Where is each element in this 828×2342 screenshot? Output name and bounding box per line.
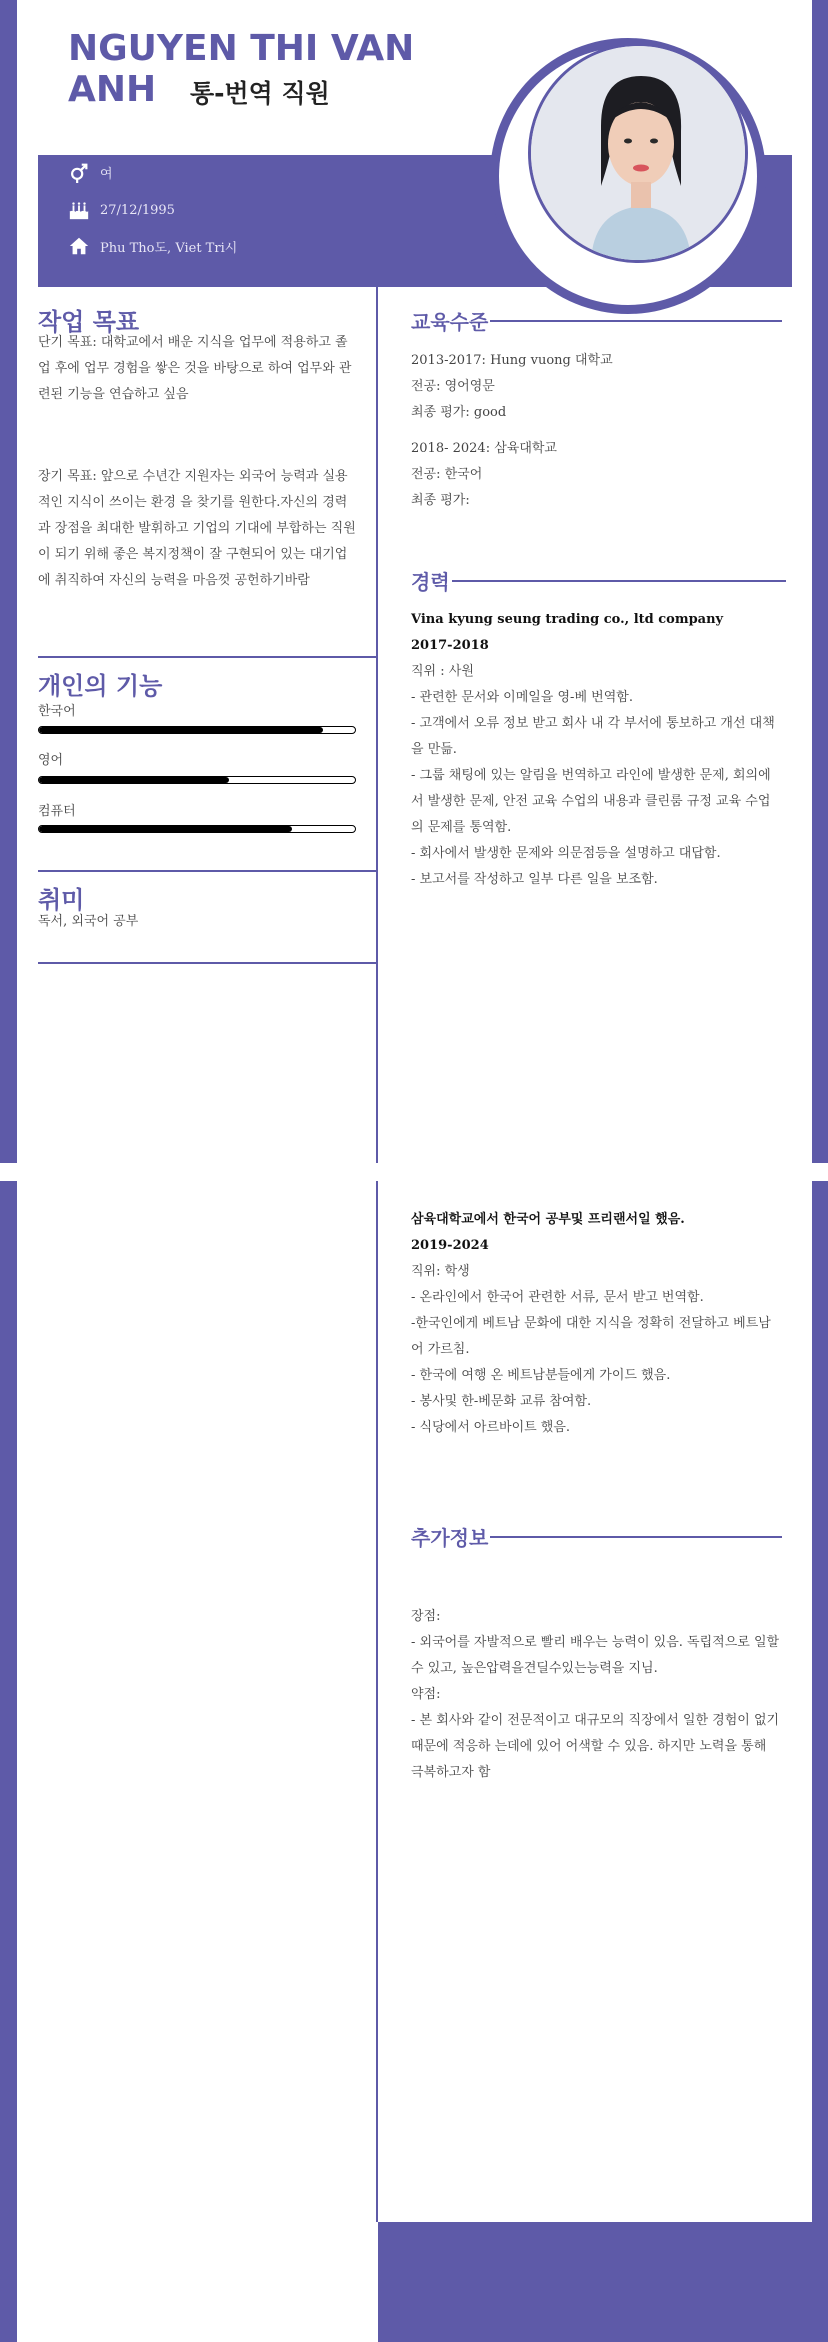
experience-title: [411, 566, 786, 595]
dob-row: [68, 198, 175, 222]
education-entry-2: [411, 436, 781, 514]
home-icon: [68, 235, 90, 257]
gender-row: [68, 160, 113, 184]
objective-title: 작업 목표: [38, 308, 140, 336]
skill-bar-english: [38, 776, 356, 784]
experience-title-text: 경력: [411, 570, 450, 594]
additional-line: 장점:: [411, 1609, 441, 1624]
job1-period: 2017-2018: [411, 638, 489, 653]
additional-line: - 본 회사와 같이 전문적이고 대규모의 직장에서 일한 경험이 없기 때문에 적응하 는데에 있어 어색할 수 있음. 하지만 노력을 통해 극복하고자 함: [411, 1713, 780, 1780]
dob-value: 27/12/1995: [100, 202, 175, 218]
column-divider-page2: [376, 1181, 378, 2222]
skill-label-english: 영어: [38, 753, 64, 768]
hobbies-text: 독서, 외국어 공부: [38, 914, 139, 929]
skill-fill-english: [39, 777, 229, 783]
skills-title: 개인의 기능: [38, 672, 163, 700]
job2-line: -한국인에게 베트남 문화에 대한 지식을 정확히 전달하고 베트남어 가르침.: [411, 1316, 771, 1357]
gender-icon: [68, 161, 90, 183]
job1-line: - 회사에서 발생한 문제와 의문점등을 설명하고 대답함.: [411, 846, 721, 861]
education-entry-2-school: 2018- 2024: 삼육대학교: [411, 441, 557, 456]
education-title-text: 교육수준: [411, 310, 489, 334]
education-entry-1-school: 2013-2017: Hung vuong 대학교: [411, 353, 613, 368]
job2-line: 직위: 학생: [411, 1264, 470, 1279]
job1-line: - 고객에서 오류 정보 받고 회사 내 각 부서에 통보하고 개선 대책을 만듦.: [411, 716, 775, 757]
additional-line: 약점:: [411, 1687, 441, 1702]
birthday-cake-icon: [68, 199, 90, 221]
education-title: [411, 306, 782, 335]
job1-line: - 보고서를 작성하고 일부 다른 일을 보조함.: [411, 872, 658, 887]
skill-bar-korean: [38, 726, 356, 734]
job1-line: 직위 : 사원: [411, 664, 474, 679]
gender-value: 여: [100, 166, 113, 182]
education-entry-1-grade: 최종 평가: good: [411, 405, 507, 420]
left-divider-1: [38, 656, 376, 658]
job2-line: - 온라인에서 한국어 관련한 서류, 문서 받고 번역함.: [411, 1290, 704, 1305]
experience-job-2: [411, 1207, 781, 1441]
additional-title-text: 추가정보: [411, 1526, 489, 1550]
experience-job-1: [411, 607, 781, 893]
job2-line: - 식당에서 아르바이트 했음.: [411, 1420, 571, 1435]
skill-fill-korean: [39, 727, 323, 733]
address-row: [68, 234, 237, 258]
additional-info: [411, 1604, 781, 1786]
additional-title: [411, 1522, 782, 1551]
left-divider-2: [38, 870, 376, 872]
job2-company: 삼육대학교에서 한국어 공부및 프리랜서일 했음.: [411, 1212, 685, 1227]
job2-line: - 봉사및 한-베문화 교류 참여함.: [411, 1394, 592, 1409]
education-entry-2-grade: 최종 평가:: [411, 493, 470, 508]
candidate-name: NGUYEN THI VAN ANH: [68, 28, 415, 110]
skill-bar-computer: [38, 825, 356, 833]
profile-photo: [528, 43, 748, 263]
skill-label-computer: 컴퓨터: [38, 804, 76, 819]
job-title: 통-번역 직원: [190, 79, 330, 108]
additional-line: - 외국어를 자발적으로 빨리 배우는 능력이 있음. 독립적으로 일할 수 있고, 높은압력을견딜수있는능력을 지님.: [411, 1635, 780, 1676]
job1-line: - 그룹 채팅에 있는 알림을 번역하고 라인에 발생한 문제, 회의에서 발생한 문제, 안전 교육 수업의 내용과 클린룸 규정 교육 수업의 문제를 통역함.: [411, 768, 771, 835]
additional-title-rule: [490, 1536, 782, 1538]
left-divider-3: [38, 962, 376, 964]
experience-title-rule: [452, 580, 786, 582]
hobbies-title: 취미: [38, 886, 85, 914]
job1-company: Vina kyung seung trading co., ltd company: [411, 612, 724, 627]
education-entry-1: [411, 348, 781, 426]
education-entry-1-major: 전공: 영어영문: [411, 379, 495, 394]
job2-period: 2019-2024: [411, 1238, 489, 1253]
job2-line: - 한국에 여행 온 베트남분들에게 가이드 했음.: [411, 1368, 671, 1383]
page2-footer-block: [378, 2222, 812, 2342]
person-portrait-icon: [531, 46, 748, 263]
job1-line: - 관련한 문서와 이메일을 영-베 번역함.: [411, 690, 633, 705]
objective-long-term: 장기 목표: 앞으로 수년간 지원자는 외국어 능력과 실용적인 지식이 쓰이는 환경 을 찾기를 원한다.자신의 경력과 장점을 최대한 발휘하고 기업의 기대에 부합하는 직원이 되기 위해 좋은 복지정책이 잘 구현되어 있는 대기업에 취직하여 자신의 능력을 마음껏 공헌하기바람: [38, 469, 356, 588]
address-value: Phu Tho도, Viet Tri시: [100, 240, 238, 256]
objective-short-term: 단기 목표: 대학교에서 배운 지식을 업무에 적용하고 졸업 후에 업무 경험을 쌓은 것을 바탕으로 하여 업무와 관련된 기능을 연습하고 싶음: [38, 335, 352, 402]
column-divider-page1: [376, 287, 378, 1163]
skill-label-korean: 한국어: [38, 704, 76, 719]
education-entry-2-major: 전공: 한국어: [411, 467, 483, 482]
education-title-rule: [490, 320, 782, 322]
skill-fill-computer: [39, 826, 292, 832]
